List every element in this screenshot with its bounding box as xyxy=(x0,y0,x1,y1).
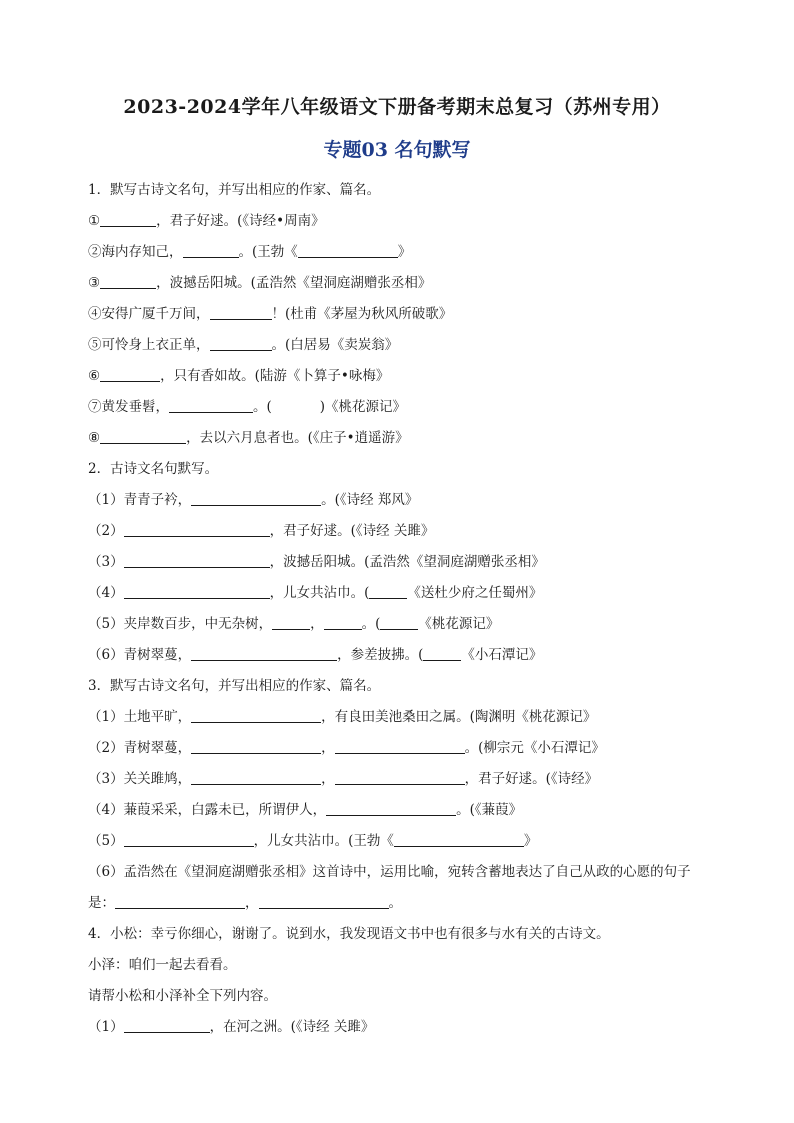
question-1-item-2: ②海内存知己， 。(王勃《 》 xyxy=(88,244,412,260)
question-3-item-5: （5） ，儿女共沾巾。(王勃《 》 xyxy=(88,833,538,849)
document-title: 2023-2024学年八年级语文下册备考期末总复习（苏州专用） xyxy=(123,96,671,118)
question-3-item-6: （6）孟浩然在《望洞庭湖赠张丞相》这首诗中，运用比喻，宛转含蓄地表达了自己从政的心愿的句子 xyxy=(88,864,691,880)
answer-blank[interactable] xyxy=(100,367,160,382)
question-1-item-1: ① ，君子好逑。(《诗经•周南》 xyxy=(88,213,325,229)
answer-blank[interactable] xyxy=(259,894,389,909)
answer-blank[interactable] xyxy=(380,615,418,630)
answer-blank[interactable] xyxy=(298,243,398,258)
answer-blank[interactable] xyxy=(191,739,321,754)
answer-blank[interactable] xyxy=(124,832,254,847)
question-3-item-1: （1）土地平旷， ，有良田美池桑田之属。(陶渊明《桃花源记》 xyxy=(88,709,597,725)
question-2-item-6: （6）青树翠蔓， ，参差披拂。( 《小石潭记》 xyxy=(88,647,543,663)
answer-blank[interactable] xyxy=(326,801,456,816)
answer-blank[interactable] xyxy=(191,708,321,723)
question-4-item-1: （1） ，在河之洲。(《诗经 关雎》 xyxy=(88,1019,375,1035)
answer-blank[interactable] xyxy=(100,212,156,227)
answer-blank[interactable] xyxy=(210,336,272,351)
answer-blank[interactable] xyxy=(191,646,337,661)
question-3-item-6-cont: 是： ， 。 xyxy=(88,895,402,911)
question-2-item-1: （1）青青子衿， 。(《诗经 郑风》 xyxy=(88,492,419,508)
answer-blank[interactable] xyxy=(191,491,321,506)
answer-blank[interactable] xyxy=(324,615,362,630)
answer-blank[interactable] xyxy=(100,429,186,444)
answer-blank[interactable] xyxy=(191,770,321,785)
answer-blank[interactable] xyxy=(423,646,461,661)
question-4-dialogue-2: 小泽：咱们一起去看看。 xyxy=(88,957,237,973)
question-3-stem: 3．默写古诗文名句，并写出相应的作家、篇名。 xyxy=(88,678,381,694)
answer-blank[interactable] xyxy=(115,894,245,909)
question-1-item-5: ⑤可怜身上衣正单， 。(白居易《卖炭翁》 xyxy=(88,337,399,353)
answer-blank[interactable] xyxy=(335,770,465,785)
answer-blank[interactable] xyxy=(335,739,465,754)
question-2-item-5: （5）夹岸数百步，中无杂树， ， 。( 《桃花源记》 xyxy=(88,616,500,632)
answer-blank[interactable] xyxy=(124,1018,210,1033)
answer-blank[interactable] xyxy=(394,832,524,847)
answer-blank[interactable] xyxy=(183,243,239,258)
question-2-item-4: （4） ，儿女共沾巾。( 《送杜少府之任蜀州》 xyxy=(88,585,543,601)
question-1-item-8: ⑧ ，去以六月息者也。(《庄子•逍遥游》 xyxy=(88,430,409,446)
answer-blank[interactable] xyxy=(124,522,270,537)
question-4-stem: 4．小松：幸亏你细心，谢谢了。说到水，我发现语文书中也有很多与水有关的古诗文。 xyxy=(88,926,610,942)
answer-blank[interactable] xyxy=(124,584,270,599)
document-subtitle: 专题03 名句默写 xyxy=(323,139,471,161)
question-4-instruction: 请帮小松和小泽补全下列内容。 xyxy=(88,988,277,1004)
answer-blank[interactable] xyxy=(210,305,272,320)
question-1-stem: 1．默写古诗文名句，并写出相应的作家、篇名。 xyxy=(88,182,381,198)
question-3-item-4: （4）蒹葭采采，白露未已，所谓伊人， 。(《蒹葭》 xyxy=(88,802,523,818)
question-1-item-3: ③ ，波撼岳阳城。(孟浩然《望洞庭湖赠张丞相》 xyxy=(88,275,432,291)
question-2-item-2: （2） ，君子好逑。(《诗经 关雎》 xyxy=(88,523,435,539)
question-2-stem: 2．古诗文名句默写。 xyxy=(88,461,219,477)
question-1-item-4: ④安得广厦千万间， ！(杜甫《茅屋为秋风所破歌》 xyxy=(88,306,453,322)
question-1-item-7: ⑦黄发垂髫， 。( )《桃花源记》 xyxy=(88,399,407,415)
worksheet-content xyxy=(88,175,718,1043)
answer-blank[interactable] xyxy=(100,274,156,289)
question-1-item-6: ⑥ ，只有香如故。(陆游《卜算子•咏梅》 xyxy=(88,368,390,384)
answer-blank[interactable] xyxy=(369,584,407,599)
answer-blank[interactable] xyxy=(272,615,310,630)
question-3-item-2: （2）青树翠蔓， ， 。(柳宗元《小石潭记》 xyxy=(88,740,605,756)
question-3-item-3: （3）关关雎鸠， ， ，君子好逑。(《诗经》 xyxy=(88,771,599,787)
answer-blank[interactable] xyxy=(169,398,253,413)
question-2-item-3: （3） ，波撼岳阳城。(孟浩然《望洞庭湖赠张丞相》 xyxy=(88,554,545,570)
answer-blank[interactable] xyxy=(124,553,270,568)
